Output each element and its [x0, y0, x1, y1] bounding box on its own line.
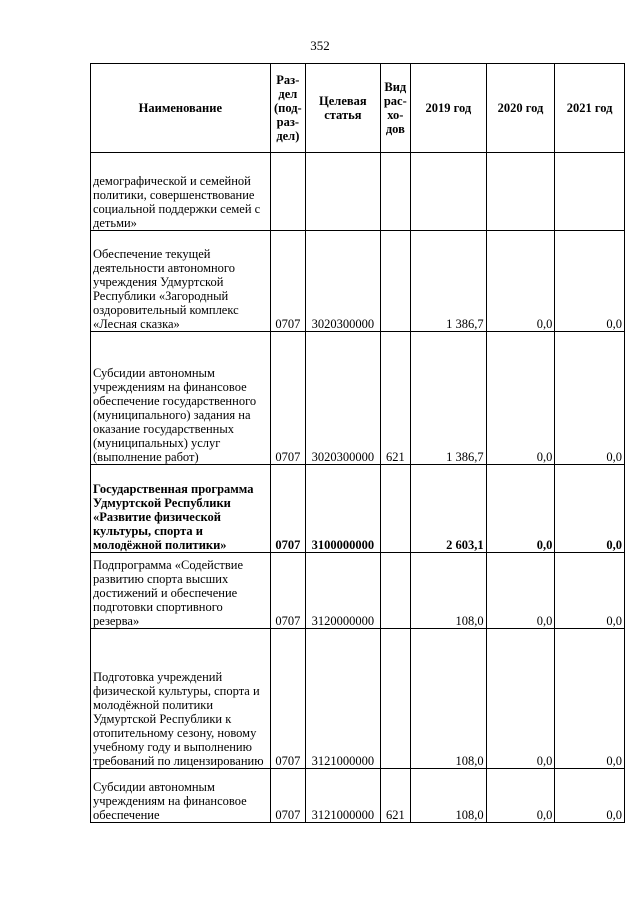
- row-2019-cell: 108,0: [410, 553, 486, 629]
- header-vid: Вид рас- хо- дов: [380, 64, 410, 153]
- row-2020-cell: 0,0: [486, 231, 555, 332]
- row-section-cell: 0707: [270, 629, 305, 769]
- row-2020-cell: 0,0: [486, 769, 555, 823]
- row-vid-cell: 621: [380, 332, 410, 465]
- header-2021: 2021 год: [555, 64, 625, 153]
- row-name-cell: Субсидии автономным учреждениям на финансовое обеспечение: [91, 769, 271, 823]
- row-vid-cell: [380, 465, 410, 553]
- row-name-cell: Обеспечение текущей деятельности автономного учреждения Удмуртской Республики «Загородный оздоровительный комплекс «Лесная сказка»: [91, 231, 271, 332]
- row-target-cell: [306, 153, 381, 231]
- header-2020: 2020 год: [486, 64, 555, 153]
- row-name-cell: демографической и семейной политики, совершенствование социальной поддержки семей с детьми»: [91, 153, 271, 231]
- row-2021-cell: 0,0: [555, 231, 625, 332]
- table-row: [91, 465, 625, 553]
- row-2020-cell: [486, 153, 555, 231]
- table-row: [91, 769, 625, 823]
- row-target-cell: 3020300000: [306, 231, 381, 332]
- row-vid-cell: [380, 629, 410, 769]
- row-2019-cell: 1 386,7: [410, 231, 486, 332]
- budget-table: [90, 63, 625, 823]
- row-section-cell: [270, 153, 305, 231]
- row-target-cell: 3120000000: [306, 553, 381, 629]
- row-2020-cell: 0,0: [486, 553, 555, 629]
- row-target-cell: 3121000000: [306, 769, 381, 823]
- table-row: [91, 153, 625, 231]
- row-vid-cell: [380, 553, 410, 629]
- table-row: [91, 553, 625, 629]
- row-vid-cell: 621: [380, 769, 410, 823]
- table-row: [91, 332, 625, 465]
- row-2019-cell: [410, 153, 486, 231]
- row-2020-cell: 0,0: [486, 629, 555, 769]
- row-name-cell: Субсидии автономным учреждениям на финансовое обеспечение государственного (муниципального) задания на оказание государственных (муниципальных) услуг (выполнение работ): [91, 332, 271, 465]
- header-target: Целевая статья: [306, 64, 381, 153]
- row-vid-cell: [380, 231, 410, 332]
- row-2021-cell: [555, 153, 625, 231]
- row-2021-cell: 0,0: [555, 332, 625, 465]
- row-section-cell: 0707: [270, 332, 305, 465]
- table-row: [91, 231, 625, 332]
- row-name-cell: Подготовка учреждений физической культуры, спорта и молодёжной политики Удмуртской Республики к отопительному сезону, новому учебному году и выполнению требований по лицензированию: [91, 629, 271, 769]
- row-2019-cell: 108,0: [410, 629, 486, 769]
- row-2020-cell: 0,0: [486, 332, 555, 465]
- row-target-cell: 3020300000: [306, 332, 381, 465]
- table-row: [91, 629, 625, 769]
- row-2019-cell: 2 603,1: [410, 465, 486, 553]
- table-header-row: [91, 64, 625, 153]
- row-2021-cell: 0,0: [555, 629, 625, 769]
- row-2019-cell: 1 386,7: [410, 332, 486, 465]
- page-number: 352: [310, 38, 330, 53]
- row-section-cell: 0707: [270, 231, 305, 332]
- header-section: Раз- дел (под- раз- дел): [270, 64, 305, 153]
- row-section-cell: 0707: [270, 769, 305, 823]
- row-name-cell: Государственная программа Удмуртской Республики «Развитие физической культуры, спорта и молодёжной политики»: [91, 465, 271, 553]
- row-target-cell: 3100000000: [306, 465, 381, 553]
- row-section-cell: 0707: [270, 553, 305, 629]
- header-name: Наименование: [91, 64, 271, 153]
- row-section-cell: 0707: [270, 465, 305, 553]
- header-2019: 2019 год: [410, 64, 486, 153]
- row-2019-cell: 108,0: [410, 769, 486, 823]
- row-2020-cell: 0,0: [486, 465, 555, 553]
- row-name-cell: Подпрограмма «Содействие развитию спорта высших достижений и обеспечение подготовки спортивного резерва»: [91, 553, 271, 629]
- row-2021-cell: 0,0: [555, 553, 625, 629]
- row-2021-cell: 0,0: [555, 465, 625, 553]
- row-vid-cell: [380, 153, 410, 231]
- row-target-cell: 3121000000: [306, 629, 381, 769]
- row-2021-cell: 0,0: [555, 769, 625, 823]
